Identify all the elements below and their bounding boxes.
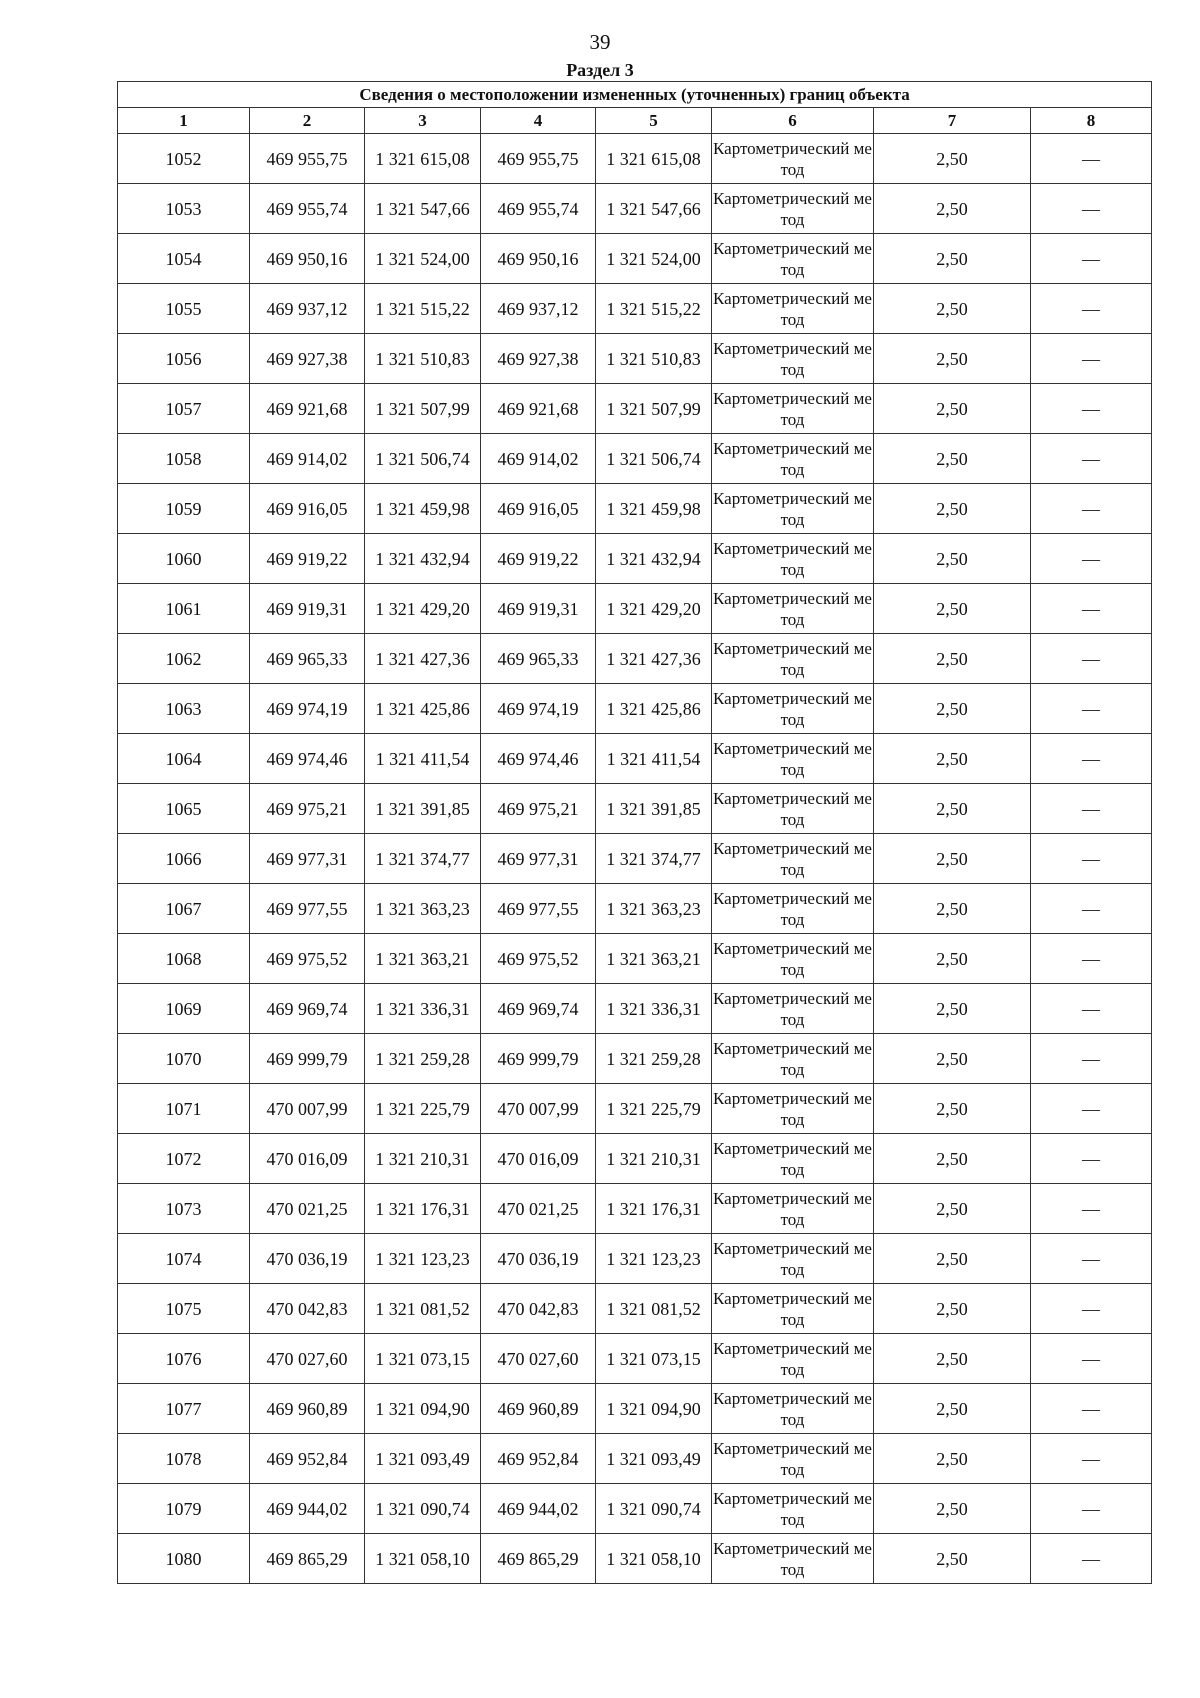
point-number-cell: 1073 [118,1184,250,1234]
y-new-cell: 1 321 259,28 [596,1034,712,1084]
point-number-cell: 1068 [118,934,250,984]
x-old-cell: 469 974,46 [250,734,365,784]
precision-cell: 2,50 [874,734,1031,784]
point-number-cell: 1072 [118,1134,250,1184]
y-new-cell: 1 321 210,31 [596,1134,712,1184]
y-new-cell: 1 321 425,86 [596,684,712,734]
y-old-cell: 1 321 363,23 [365,884,481,934]
column-number: 6 [712,108,874,134]
x-new-cell: 469 952,84 [481,1434,596,1484]
column-number: 1 [118,108,250,134]
table-caption: Сведения о местоположении измененных (уточненных) границ объекта [118,82,1152,108]
y-new-cell: 1 321 432,94 [596,534,712,584]
point-number-cell: 1054 [118,234,250,284]
table-row [118,234,1152,284]
method-cell: Картометрический метод [712,1184,874,1234]
table-row [118,384,1152,434]
table-row [118,584,1152,634]
table-body [118,134,1152,1584]
precision-cell: 2,50 [874,1484,1031,1534]
table-row [118,934,1152,984]
y-old-cell: 1 321 507,99 [365,384,481,434]
x-old-cell: 469 974,19 [250,684,365,734]
point-number-cell: 1078 [118,1434,250,1484]
x-old-cell: 469 965,33 [250,634,365,684]
y-old-cell: 1 321 210,31 [365,1134,481,1184]
precision-cell: 2,50 [874,484,1031,534]
point-number-cell: 1059 [118,484,250,534]
method-cell: Картометрический метод [712,584,874,634]
method-cell: Картометрический метод [712,1484,874,1534]
description-cell: — [1031,384,1152,434]
table-row [118,634,1152,684]
table-row [118,1534,1152,1584]
boundary-coordinates-table [117,81,1152,1584]
method-cell: Картометрический метод [712,184,874,234]
description-cell: — [1031,1184,1152,1234]
x-new-cell: 469 927,38 [481,334,596,384]
precision-cell: 2,50 [874,1084,1031,1134]
method-cell: Картометрический метод [712,684,874,734]
point-number-cell: 1077 [118,1384,250,1434]
precision-cell: 2,50 [874,1134,1031,1184]
y-old-cell: 1 321 432,94 [365,534,481,584]
description-cell: — [1031,184,1152,234]
point-number-cell: 1060 [118,534,250,584]
description-cell: — [1031,534,1152,584]
method-cell: Картометрический метод [712,784,874,834]
description-cell: — [1031,784,1152,834]
table-row [118,134,1152,184]
column-number: 5 [596,108,712,134]
method-cell: Картометрический метод [712,534,874,584]
description-cell: — [1031,1384,1152,1434]
table-row [118,1034,1152,1084]
x-new-cell: 469 969,74 [481,984,596,1034]
x-old-cell: 469 865,29 [250,1534,365,1584]
precision-cell: 2,50 [874,1384,1031,1434]
y-new-cell: 1 321 176,31 [596,1184,712,1234]
point-number-cell: 1071 [118,1084,250,1134]
description-cell: — [1031,734,1152,784]
precision-cell: 2,50 [874,534,1031,584]
method-cell: Картометрический метод [712,384,874,434]
y-old-cell: 1 321 391,85 [365,784,481,834]
y-old-cell: 1 321 363,21 [365,934,481,984]
precision-cell: 2,50 [874,784,1031,834]
y-old-cell: 1 321 073,15 [365,1334,481,1384]
x-new-cell: 469 974,46 [481,734,596,784]
precision-cell: 2,50 [874,684,1031,734]
method-cell: Картометрический метод [712,134,874,184]
x-old-cell: 470 021,25 [250,1184,365,1234]
x-old-cell: 469 955,74 [250,184,365,234]
y-new-cell: 1 321 093,49 [596,1434,712,1484]
y-new-cell: 1 321 336,31 [596,984,712,1034]
table-row [118,184,1152,234]
table-row [118,1434,1152,1484]
x-new-cell: 469 916,05 [481,484,596,534]
y-old-cell: 1 321 506,74 [365,434,481,484]
method-cell: Картометрический метод [712,484,874,534]
y-new-cell: 1 321 374,77 [596,834,712,884]
y-old-cell: 1 321 547,66 [365,184,481,234]
table-row [118,284,1152,334]
x-old-cell: 469 977,55 [250,884,365,934]
y-old-cell: 1 321 094,90 [365,1384,481,1434]
y-old-cell: 1 321 374,77 [365,834,481,884]
description-cell: — [1031,334,1152,384]
method-cell: Картометрический метод [712,834,874,884]
point-number-cell: 1079 [118,1484,250,1534]
description-cell: — [1031,484,1152,534]
table-row [118,1234,1152,1284]
y-new-cell: 1 321 391,85 [596,784,712,834]
y-old-cell: 1 321 425,86 [365,684,481,734]
method-cell: Картометрический метод [712,1384,874,1434]
x-new-cell: 469 965,33 [481,634,596,684]
description-cell: — [1031,834,1152,884]
y-new-cell: 1 321 459,98 [596,484,712,534]
x-new-cell: 469 974,19 [481,684,596,734]
description-cell: — [1031,1234,1152,1284]
y-old-cell: 1 321 081,52 [365,1284,481,1334]
x-new-cell: 469 999,79 [481,1034,596,1084]
x-new-cell: 469 921,68 [481,384,596,434]
y-old-cell: 1 321 510,83 [365,334,481,384]
method-cell: Картометрический метод [712,1234,874,1284]
method-cell: Картометрический метод [712,884,874,934]
y-new-cell: 1 321 363,23 [596,884,712,934]
method-cell: Картометрический метод [712,1334,874,1384]
method-cell: Картометрический метод [712,334,874,384]
description-cell: — [1031,934,1152,984]
description-cell: — [1031,434,1152,484]
x-old-cell: 469 950,16 [250,234,365,284]
precision-cell: 2,50 [874,1534,1031,1584]
y-old-cell: 1 321 411,54 [365,734,481,784]
precision-cell: 2,50 [874,284,1031,334]
precision-cell: 2,50 [874,884,1031,934]
y-new-cell: 1 321 429,20 [596,584,712,634]
point-number-cell: 1057 [118,384,250,434]
precision-cell: 2,50 [874,384,1031,434]
x-new-cell: 469 955,75 [481,134,596,184]
x-old-cell: 469 919,31 [250,584,365,634]
description-cell: — [1031,984,1152,1034]
y-old-cell: 1 321 615,08 [365,134,481,184]
point-number-cell: 1069 [118,984,250,1034]
x-old-cell: 469 944,02 [250,1484,365,1534]
table-row [118,1134,1152,1184]
x-new-cell: 469 944,02 [481,1484,596,1534]
description-cell: — [1031,584,1152,634]
point-number-cell: 1066 [118,834,250,884]
precision-cell: 2,50 [874,584,1031,634]
x-new-cell: 469 865,29 [481,1534,596,1584]
x-old-cell: 469 916,05 [250,484,365,534]
method-cell: Картометрический метод [712,1434,874,1484]
y-old-cell: 1 321 459,98 [365,484,481,534]
x-old-cell: 469 960,89 [250,1384,365,1434]
description-cell: — [1031,284,1152,334]
table-row [118,334,1152,384]
x-old-cell: 470 036,19 [250,1234,365,1284]
x-old-cell: 469 975,52 [250,934,365,984]
x-old-cell: 470 016,09 [250,1134,365,1184]
method-cell: Картометрический метод [712,984,874,1034]
y-old-cell: 1 321 225,79 [365,1084,481,1134]
x-old-cell: 469 914,02 [250,434,365,484]
y-old-cell: 1 321 093,49 [365,1434,481,1484]
table-row [118,1184,1152,1234]
x-new-cell: 469 960,89 [481,1384,596,1434]
precision-cell: 2,50 [874,1234,1031,1284]
description-cell: — [1031,134,1152,184]
method-cell: Картометрический метод [712,1034,874,1084]
point-number-cell: 1065 [118,784,250,834]
y-new-cell: 1 321 090,74 [596,1484,712,1534]
y-old-cell: 1 321 123,23 [365,1234,481,1284]
x-old-cell: 470 027,60 [250,1334,365,1384]
table-row [118,1384,1152,1434]
y-old-cell: 1 321 090,74 [365,1484,481,1534]
precision-cell: 2,50 [874,634,1031,684]
precision-cell: 2,50 [874,334,1031,384]
precision-cell: 2,50 [874,1334,1031,1384]
y-new-cell: 1 321 411,54 [596,734,712,784]
method-cell: Картометрический метод [712,934,874,984]
x-old-cell: 469 927,38 [250,334,365,384]
x-old-cell: 469 952,84 [250,1434,365,1484]
table-row [118,484,1152,534]
x-new-cell: 469 975,52 [481,934,596,984]
point-number-cell: 1056 [118,334,250,384]
method-cell: Картометрический метод [712,434,874,484]
point-number-cell: 1067 [118,884,250,934]
x-new-cell: 469 919,22 [481,534,596,584]
x-old-cell: 469 921,68 [250,384,365,434]
description-cell: — [1031,634,1152,684]
description-cell: — [1031,884,1152,934]
method-cell: Картометрический метод [712,1534,874,1584]
x-new-cell: 470 016,09 [481,1134,596,1184]
table-row [118,834,1152,884]
column-number: 7 [874,108,1031,134]
y-new-cell: 1 321 507,99 [596,384,712,434]
column-number: 2 [250,108,365,134]
x-new-cell: 470 007,99 [481,1084,596,1134]
y-new-cell: 1 321 547,66 [596,184,712,234]
x-old-cell: 469 955,75 [250,134,365,184]
column-number-row [118,108,1152,134]
point-number-cell: 1053 [118,184,250,234]
point-number-cell: 1063 [118,684,250,734]
y-new-cell: 1 321 094,90 [596,1384,712,1434]
x-new-cell: 469 977,55 [481,884,596,934]
y-new-cell: 1 321 058,10 [596,1534,712,1584]
method-cell: Картометрический метод [712,284,874,334]
point-number-cell: 1052 [118,134,250,184]
table-row [118,884,1152,934]
y-old-cell: 1 321 176,31 [365,1184,481,1234]
x-new-cell: 469 977,31 [481,834,596,884]
description-cell: — [1031,1484,1152,1534]
x-new-cell: 470 021,25 [481,1184,596,1234]
point-number-cell: 1055 [118,284,250,334]
column-number: 8 [1031,108,1152,134]
y-old-cell: 1 321 336,31 [365,984,481,1034]
column-number: 4 [481,108,596,134]
x-new-cell: 470 027,60 [481,1334,596,1384]
point-number-cell: 1075 [118,1284,250,1334]
x-old-cell: 469 919,22 [250,534,365,584]
x-old-cell: 469 977,31 [250,834,365,884]
x-old-cell: 469 999,79 [250,1034,365,1084]
table-row [118,1084,1152,1134]
precision-cell: 2,50 [874,184,1031,234]
description-cell: — [1031,1434,1152,1484]
x-old-cell: 470 042,83 [250,1284,365,1334]
table-row [118,1484,1152,1534]
x-new-cell: 470 042,83 [481,1284,596,1334]
table-row [118,684,1152,734]
y-new-cell: 1 321 225,79 [596,1084,712,1134]
table-caption-row [118,82,1152,108]
x-new-cell: 470 036,19 [481,1234,596,1284]
x-new-cell: 469 914,02 [481,434,596,484]
y-new-cell: 1 321 123,23 [596,1234,712,1284]
table-row [118,984,1152,1034]
x-new-cell: 469 919,31 [481,584,596,634]
y-new-cell: 1 321 363,21 [596,934,712,984]
x-old-cell: 469 969,74 [250,984,365,1034]
y-new-cell: 1 321 510,83 [596,334,712,384]
x-new-cell: 469 937,12 [481,284,596,334]
description-cell: — [1031,684,1152,734]
description-cell: — [1031,1534,1152,1584]
y-new-cell: 1 321 073,15 [596,1334,712,1384]
y-old-cell: 1 321 259,28 [365,1034,481,1084]
method-cell: Картометрический метод [712,234,874,284]
precision-cell: 2,50 [874,1184,1031,1234]
y-old-cell: 1 321 429,20 [365,584,481,634]
precision-cell: 2,50 [874,134,1031,184]
method-cell: Картометрический метод [712,1134,874,1184]
x-old-cell: 469 975,21 [250,784,365,834]
table-row [118,784,1152,834]
y-new-cell: 1 321 615,08 [596,134,712,184]
x-new-cell: 469 955,74 [481,184,596,234]
y-new-cell: 1 321 506,74 [596,434,712,484]
precision-cell: 2,50 [874,1284,1031,1334]
x-new-cell: 469 950,16 [481,234,596,284]
y-new-cell: 1 321 081,52 [596,1284,712,1334]
precision-cell: 2,50 [874,934,1031,984]
point-number-cell: 1058 [118,434,250,484]
point-number-cell: 1070 [118,1034,250,1084]
x-old-cell: 470 007,99 [250,1084,365,1134]
precision-cell: 2,50 [874,1034,1031,1084]
point-number-cell: 1074 [118,1234,250,1284]
precision-cell: 2,50 [874,1434,1031,1484]
column-number: 3 [365,108,481,134]
description-cell: — [1031,234,1152,284]
method-cell: Картометрический метод [712,634,874,684]
point-number-cell: 1064 [118,734,250,784]
precision-cell: 2,50 [874,984,1031,1034]
y-old-cell: 1 321 515,22 [365,284,481,334]
table-row [118,734,1152,784]
method-cell: Картометрический метод [712,734,874,784]
point-number-cell: 1080 [118,1534,250,1584]
description-cell: — [1031,1034,1152,1084]
section-title: Раздел 3 [566,60,634,80]
description-cell: — [1031,1284,1152,1334]
table-row [118,534,1152,584]
x-old-cell: 469 937,12 [250,284,365,334]
y-old-cell: 1 321 524,00 [365,234,481,284]
table-row [118,1334,1152,1384]
page-number: 39 [589,30,611,54]
y-old-cell: 1 321 427,36 [365,634,481,684]
point-number-cell: 1061 [118,584,250,634]
y-new-cell: 1 321 515,22 [596,284,712,334]
precision-cell: 2,50 [874,834,1031,884]
table-row [118,434,1152,484]
method-cell: Картометрический метод [712,1284,874,1334]
method-cell: Картометрический метод [712,1084,874,1134]
description-cell: — [1031,1134,1152,1184]
y-new-cell: 1 321 427,36 [596,634,712,684]
point-number-cell: 1062 [118,634,250,684]
y-old-cell: 1 321 058,10 [365,1534,481,1584]
precision-cell: 2,50 [874,434,1031,484]
x-new-cell: 469 975,21 [481,784,596,834]
point-number-cell: 1076 [118,1334,250,1384]
table-row [118,1284,1152,1334]
description-cell: — [1031,1334,1152,1384]
description-cell: — [1031,1084,1152,1134]
y-new-cell: 1 321 524,00 [596,234,712,284]
precision-cell: 2,50 [874,234,1031,284]
